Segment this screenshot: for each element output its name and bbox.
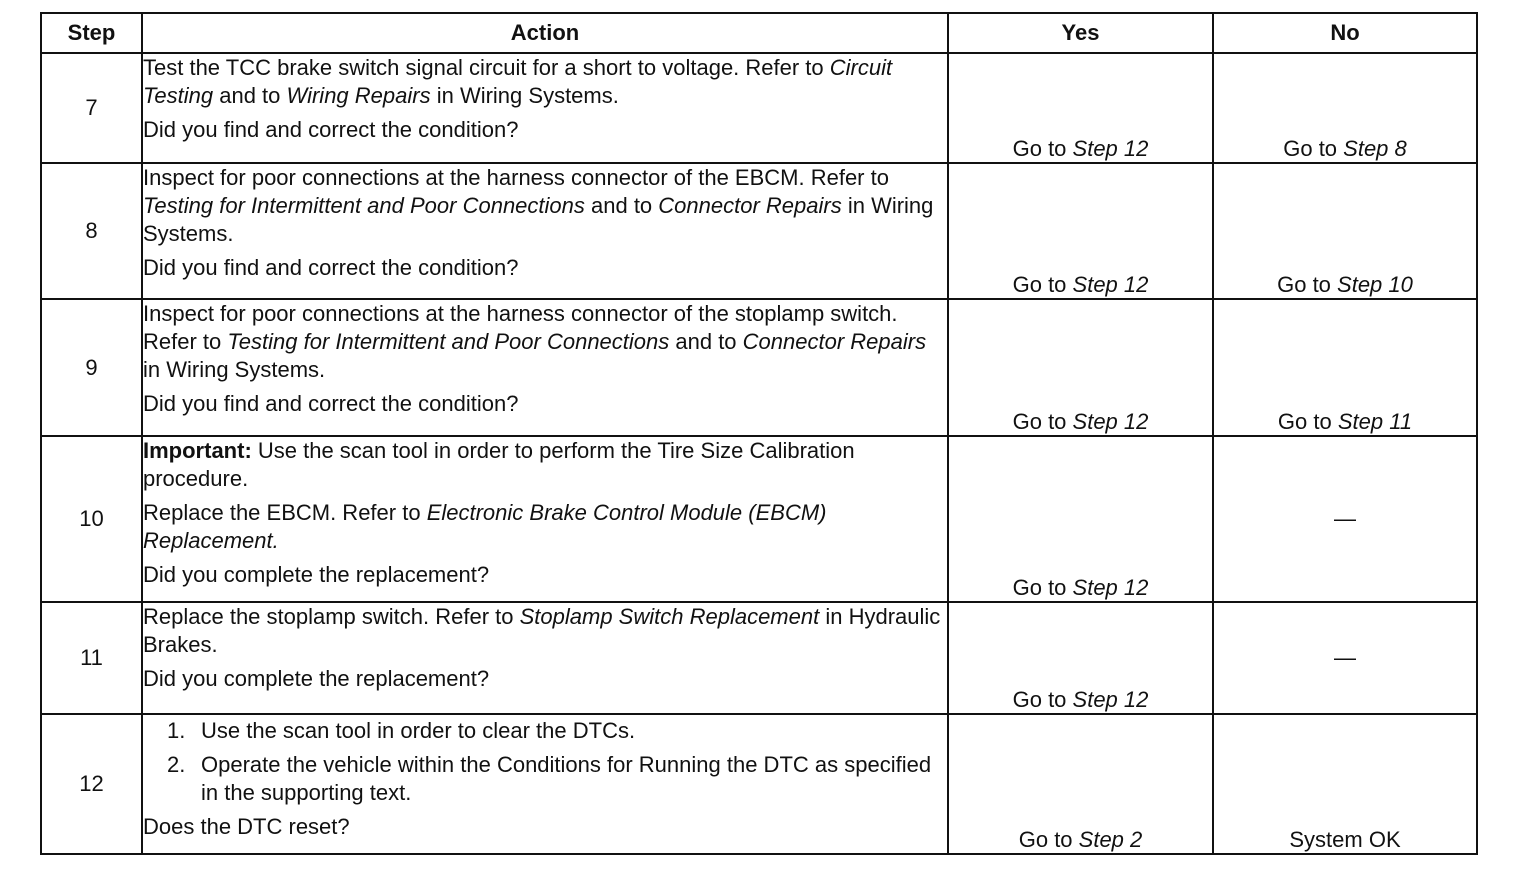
no-step-link: Step 8 (1343, 136, 1407, 161)
action-cell (142, 436, 948, 602)
action-text: Test the TCC brake switch signal circuit for a short to voltage. Refer to Circuit Testing and to Wiring Repairs in Wiring Systems. (143, 55, 893, 108)
action-question: Did you find and correct the condition? (143, 391, 519, 416)
table-row (41, 714, 1477, 854)
step-number: 12 (41, 714, 142, 854)
no-cell: — (1213, 602, 1477, 714)
yes-step-link: Step 12 (1072, 272, 1149, 297)
action-cell (142, 602, 948, 714)
yes-step-link: Step 12 (1072, 136, 1149, 161)
important-label: Important: (143, 438, 252, 463)
no-cell: Go to Step 10 (1213, 163, 1477, 299)
table-row (41, 299, 1477, 436)
action-cell (142, 163, 948, 299)
yes-step-link: Step 12 (1072, 687, 1149, 712)
action-text: Inspect for poor connections at the harness connector of the EBCM. Refer to Testing for Intermittent and Poor Connections and to Connector Repairs in Wiring Systems. (143, 165, 934, 246)
action-text: Inspect for poor connections at the harness connector of the stoplamp switch. Refer to Testing for Intermittent and Poor Connections and to Connector Repairs in Wiring Systems. (143, 301, 927, 382)
action-question: Did you complete the replacement? (143, 666, 490, 691)
table-row (41, 53, 1477, 163)
action-question: Does the DTC reset? (143, 814, 350, 839)
header-action: Action (142, 13, 948, 53)
step-number: 11 (41, 602, 142, 714)
action-question: Did you complete the replacement? (143, 562, 490, 587)
important-note: Important: Use the scan tool in order to perform the Tire Size Calibration procedure. (143, 438, 855, 491)
yes-cell: Go to Step 2 (948, 714, 1213, 854)
action-question: Did you find and correct the condition? (143, 117, 519, 142)
action-cell (142, 53, 948, 163)
action-text: Replace the stoplamp switch. Refer to Stoplamp Switch Replacement in Hydraulic Brakes. (143, 604, 941, 657)
table-row (41, 602, 1477, 714)
header-step: Step (41, 13, 142, 53)
no-step-link: Step 10 (1337, 272, 1413, 297)
numbered-list (143, 717, 947, 807)
no-cell: System OK (1213, 714, 1477, 854)
table-row (41, 163, 1477, 299)
no-cell: Go to Step 11 (1213, 299, 1477, 436)
table-header-row (41, 13, 1477, 53)
yes-cell: Go to Step 12 (948, 436, 1213, 602)
action-question: Did you find and correct the condition? (143, 255, 519, 280)
yes-cell: Go to Step 12 (948, 602, 1213, 714)
header-no: No (1213, 13, 1477, 53)
list-item: 2. Operate the vehicle within the Conditions for Running the DTC as specified in the supporting text. (167, 752, 932, 805)
action-cell (142, 714, 948, 854)
yes-step-link: Step 12 (1072, 575, 1149, 600)
step-number: 7 (41, 53, 142, 163)
list-item: 1. Use the scan tool in order to clear the DTCs. (167, 718, 636, 743)
no-cell: — (1213, 436, 1477, 602)
yes-cell: Go to Step 12 (948, 299, 1213, 436)
diagnostic-table (40, 12, 1478, 855)
no-step-link: Step 11 (1337, 409, 1413, 434)
yes-cell: Go to Step 12 (948, 163, 1213, 299)
step-number: 8 (41, 163, 142, 299)
action-text: Replace the EBCM. Refer to Electronic Brake Control Module (EBCM) Replacement. (143, 500, 827, 553)
step-number: 9 (41, 299, 142, 436)
yes-step-link: Step 2 (1078, 827, 1143, 852)
no-cell: Go to Step 8 (1213, 53, 1477, 163)
action-cell (142, 299, 948, 436)
step-number: 10 (41, 436, 142, 602)
table-row (41, 436, 1477, 602)
yes-step-link: Step 12 (1072, 409, 1149, 434)
yes-cell: Go to Step 12 (948, 53, 1213, 163)
header-yes: Yes (948, 13, 1213, 53)
